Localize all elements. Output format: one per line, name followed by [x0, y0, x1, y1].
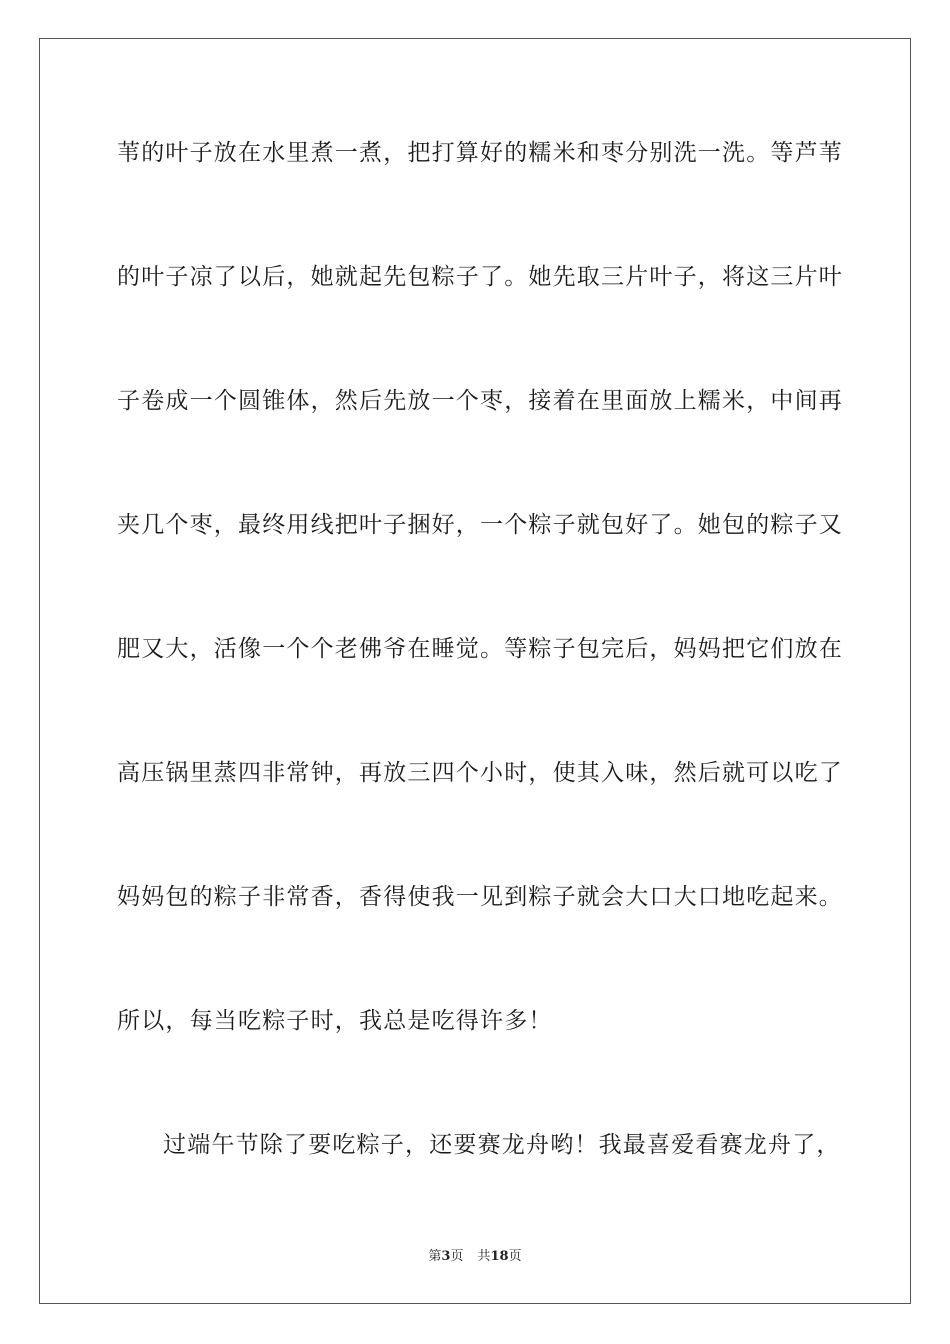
text-line-9: 过端午节除了要吃粽子，还要赛龙舟哟！我最喜爱看赛龙舟了， — [163, 1132, 841, 1158]
total-suffix: 页 — [508, 1249, 522, 1264]
text-line-4: 夹几个枣，最终用线把叶子捆好，一个粽子就包好了。她包的粽子又 — [117, 512, 843, 538]
text-line-2: 的叶子凉了以后，她就起先包粽子了。她先取三片叶子，将这三片叶 — [117, 264, 843, 290]
page-border — [39, 38, 911, 1304]
page-label — [428, 1248, 463, 1266]
total-pages: 18 — [490, 1249, 509, 1264]
text-line-1: 苇的叶子放在水里煮一煮，把打算好的糯米和枣分别洗一洗。等芦苇 — [117, 140, 843, 166]
text-line-5: 肥又大，活像一个个老佛爷在睡觉。等粽子包完后，妈妈把它们放在 — [117, 636, 843, 662]
page-suffix: 页 — [450, 1249, 464, 1264]
text-line-3: 子卷成一个圆锥体，然后先放一个枣，接着在里面放上糯米，中间再 — [117, 388, 843, 414]
text-line-7: 妈妈包的粽子非常香，香得使我一见到粽子就会大口大口地吃起来。 — [117, 884, 843, 910]
page-number: 3 — [441, 1249, 451, 1264]
page-prefix: 第 — [428, 1249, 442, 1264]
text-line-8: 所以，每当吃粽子时，我总是吃得许多！ — [117, 1008, 553, 1034]
total-prefix: 共 — [477, 1249, 491, 1264]
total-label — [477, 1248, 521, 1266]
page-footer — [0, 1248, 950, 1266]
text-line-6: 高压锅里蒸四非常钟，再放三四个小时，使其入味，然后就可以吃了 — [117, 760, 843, 786]
